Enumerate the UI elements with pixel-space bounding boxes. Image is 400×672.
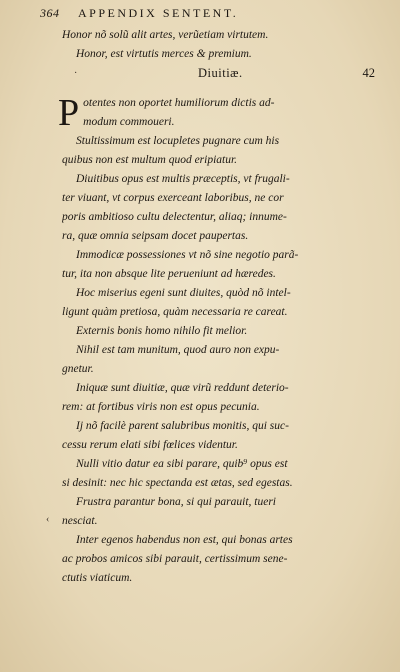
text-line: gnetur. [62, 363, 94, 375]
section-title: Diuitiæ. [198, 66, 243, 80]
text-line: quibus non est multum quod eripiatur. [62, 154, 238, 166]
text-line: Immodicæ possessiones vt nõ sine negotio parã- [76, 249, 299, 261]
text-line: si desinit: nec hic spectanda est ætas, sed egestas. [62, 477, 293, 489]
dropcap-letter: P [58, 92, 80, 134]
page-header [40, 6, 378, 24]
body-text [58, 26, 380, 588]
text-line: Diuitibus opus est multis præceptis, vt frugali- [76, 173, 290, 185]
text-line: modum commoueri. [83, 116, 175, 128]
running-head: APPENDIX SENTENT. [78, 6, 239, 20]
text-line: ra, quæ omnia seipsam docet paupertas. [62, 230, 249, 242]
text-line: cessu rerum elati sibi fœlices videntur. [62, 439, 238, 451]
text-line: rem: at fortibus viris non est opus pecunia. [62, 401, 260, 413]
margin-caret-icon: ‹ [46, 514, 50, 525]
text-line: Hoc miserius egeni sunt diuites, quòd nõ intel- [76, 287, 291, 299]
text-line: ctutis viaticum. [62, 572, 133, 584]
margin-dot: · [74, 68, 78, 79]
text-line: Externis bonis homo nihilo fit melior. [76, 325, 248, 337]
dropcap-paragraph [58, 92, 380, 134]
text-line: tur, ita non absque lite perueniunt ad hæredes. [62, 268, 276, 280]
section-number: 42 [362, 66, 375, 80]
text-line: Ij nõ facilè parent salubribus monitis, qui suc- [76, 420, 289, 432]
text-line: ac probos amicos sibi parauit, certissimum sene- [62, 553, 288, 565]
text-line: nesciat. [62, 515, 98, 527]
text-line: Honor, est virtutis merces & premium. [76, 48, 252, 60]
text-line: Nihil est tam munitum, quod auro non expu- [76, 344, 280, 356]
text-line: ter viuant, vt corpus exerceant laboribus, ne cor [62, 192, 284, 204]
text-line: ligunt quàm pretiosa, quàm necessaria re careat. [62, 306, 288, 318]
text-line: otentes non oportet humiliorum dictis ad- [83, 97, 275, 109]
paragraph-lines [62, 132, 380, 588]
text-line: Nulli vitio datur ea sibi parare, quib⁹ opus est [76, 458, 288, 470]
heading-spacer [62, 64, 380, 94]
text-line: poris ambitioso cultu delectentur, aliaq; innume- [62, 211, 287, 223]
text-line: Honor nõ solũ alit artes, verũetiam virtutem. [62, 29, 269, 41]
text-line: Iniquæ sunt diuitiæ, quæ virũ reddunt deterio- [76, 382, 289, 394]
text-line: Inter egenos habendus non est, qui bonas artes [76, 534, 293, 546]
page-number: 364 [40, 6, 60, 20]
text-line: Stultissimum est locupletes pugnare cum his [76, 135, 280, 147]
text-line: Frustra parantur bona, si qui parauit, tueri [76, 496, 276, 508]
